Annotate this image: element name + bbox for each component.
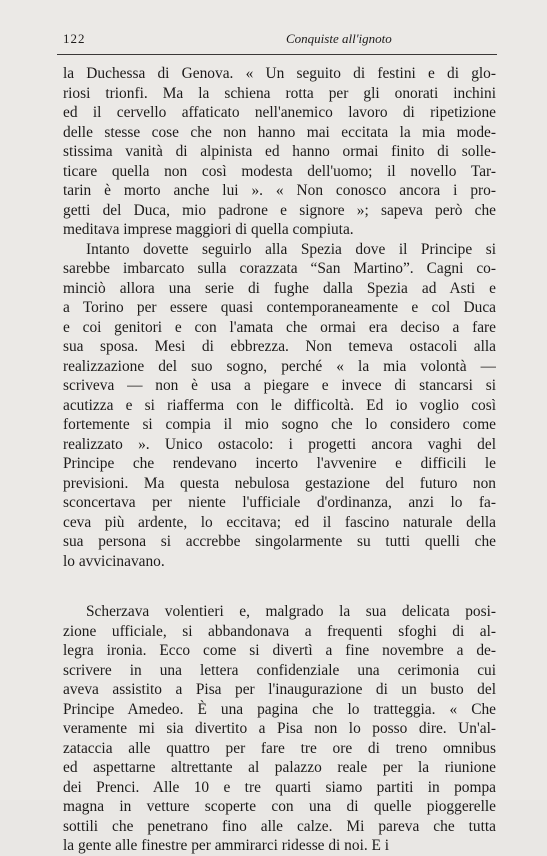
text-line: zione ufficiale, si abbandonava a frequenti sfoghi di al- (63, 622, 496, 640)
text-line: e coi genitori e con l'amata che ormai era deciso a fare (63, 318, 496, 336)
text-line: sua sposa. Mesi di ebbrezza. Non temeva ostacoli alla (63, 338, 496, 355)
text-line: Principe Amedeo. È una pagina che lo tratteggia. « Che (63, 700, 496, 718)
text-line: veramente mi sia divertito a Pisa non lo posso dire. Un'al- (63, 720, 496, 737)
text-line: ed aspettarne altrettante al palazzo reale per la riunione (63, 759, 496, 776)
text-line: previsioni. Ma questa nebulosa gestazione del futuro non (63, 474, 496, 492)
text-line: legra ironia. Ecco come si divertì a fine novembre a de- (63, 642, 496, 659)
text-line: stissima vanità di alpinista ed hanno ormai finito di solle- (63, 143, 496, 160)
text-line: sconcertava per niente l'ufficiale d'ordinanza, anzi lo fa- (63, 494, 496, 511)
text-line: sottili che penetrano fino alle calze. Mi pareva che tutta (63, 817, 496, 835)
text-line: a Torino per essere quasi contemporaneamente e col Duca (63, 299, 496, 316)
page-header (63, 31, 495, 51)
text-line: lo avvicinavano. (63, 552, 165, 570)
text-line: ceva più ardente, lo eccitava; ed il fascino naturale della (63, 513, 496, 531)
text-line: riosi trionfi. Ma la schiena rotta per gli onorati inchini (63, 84, 496, 102)
text-line: ticare quella non così modesta dell'uomo; il novello Tar- (63, 162, 496, 180)
text-line: sarebbe imbarcato sulla corazzata “San Martino”. Cagni co- (63, 260, 496, 277)
text-line: aveva assistito a Pisa per l'inaugurazione di un busto del (63, 681, 496, 698)
text-line: realizzato ». Unico ostacolo: i progetti ancora vaghi del (63, 435, 496, 453)
text-line: tarin è morto anche lui ». « Non conosco ancora i pro- (63, 182, 496, 199)
text-line: scriveva — non è usa a piegare e invece di stancarsi si (63, 377, 496, 394)
text-line: zataccia alle quattro per fare tre ore di treno omnibus (63, 739, 496, 757)
paragraph (63, 240, 496, 572)
text-line: scrivere in una lettera confidenziale una cerimonia cui (63, 661, 496, 679)
text-line: la gente alle finestre per ammirarci ridesse di noi. E i (63, 837, 390, 854)
text-line: fortemente si compia il mio sogno che lo considero come (63, 416, 496, 433)
text-line: Principe che rendevano incerto l'avvenire e difficili le (63, 455, 496, 472)
text-line: minciò allora una serie di fughe dalla Spezia ad Asti e (63, 279, 496, 297)
text-line: delle stesse cose che non hanno mai eccitata la mia mode- (63, 123, 496, 141)
text-line: ed il cervello affaticato nell'anemico lavoro di ripetizione (63, 104, 496, 121)
text-line: magna in vetture scoperte con una di quelle pioggerelle (63, 798, 496, 815)
body-text (63, 64, 496, 856)
text-line: Scherzava volentieri e, malgrado la sua delicata posi- (86, 603, 496, 620)
text-line: meditava imprese maggiori di quella compiuta. (63, 221, 354, 238)
paragraph (63, 64, 496, 240)
text-line: sua persona si accrebbe singolarmente su tutti quelli che (63, 533, 496, 550)
section-gap (63, 571, 496, 602)
paragraph (63, 602, 496, 856)
text-line: la Duchessa di Genova. « Un seguito di festini e di glo- (63, 65, 496, 82)
text-line: realizzazione del suo sogno, perché « la mia volontà — (63, 357, 496, 375)
text-line: Intanto dovette seguirlo alla Spezia dove il Principe si (86, 240, 496, 258)
text-line: dei Prenci. Alle 10 e tre quarti siamo partiti in pompa (63, 778, 496, 796)
page-number: 122 (63, 31, 86, 46)
text-line: getti del Duca, mio padrone e signore »; sapeva però che (63, 201, 496, 219)
header-rule (57, 54, 497, 55)
text-line: acutizza e si riafferma con le difficoltà. Ed io voglio così (63, 396, 496, 414)
running-title: Conquiste all'ignoto (286, 31, 392, 46)
